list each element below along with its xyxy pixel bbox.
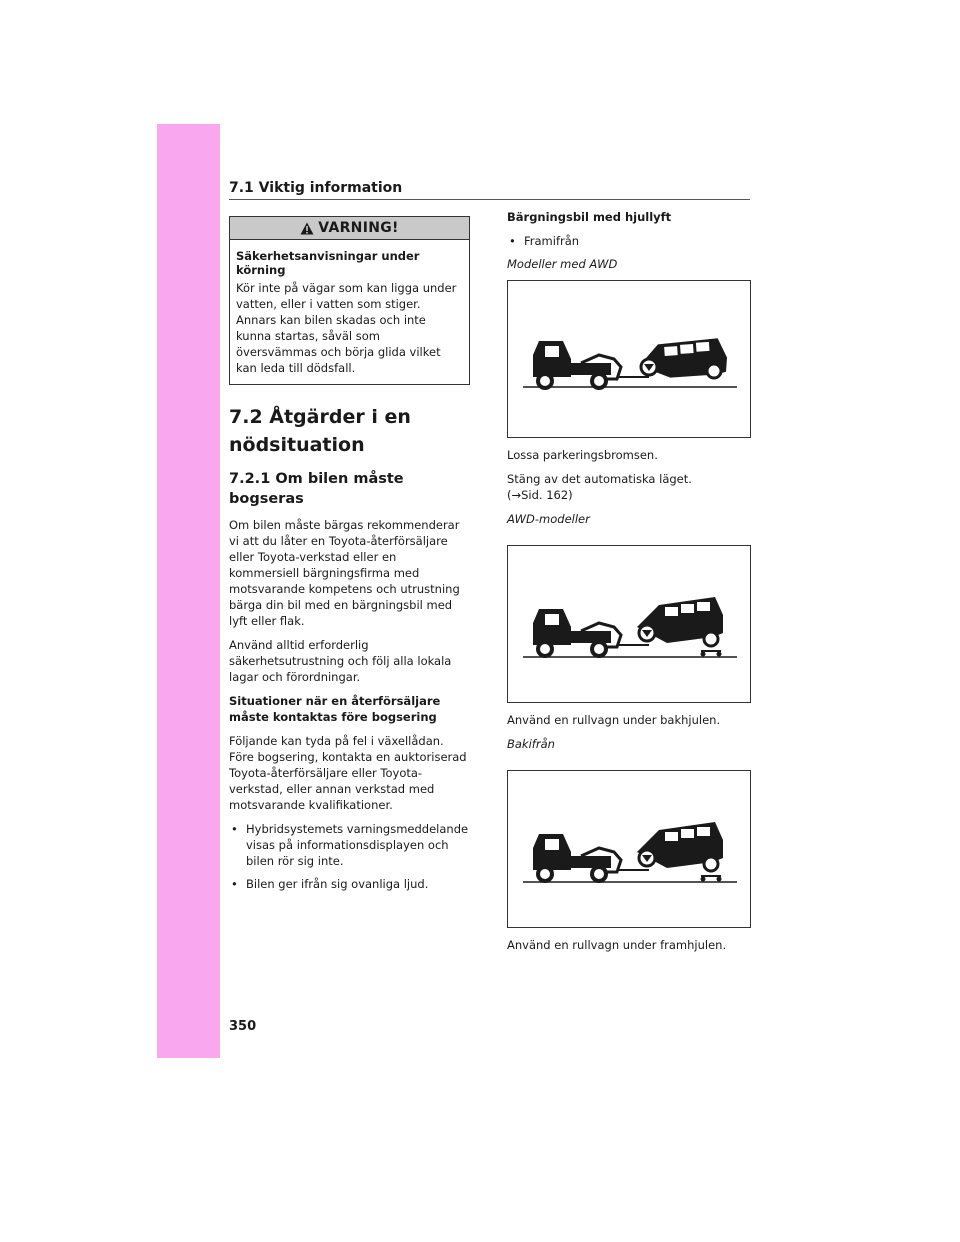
section-heading-line1: 7.2 Åtgärder i en bbox=[229, 406, 411, 428]
section-heading bbox=[229, 403, 470, 459]
warning-box bbox=[229, 216, 470, 385]
page-reference: (→Sid. 162) bbox=[507, 488, 573, 502]
warning-body: Kör inte på vägar som kan ligga under vatten, eller i vatten som stiger. Annars kan bilen skadas och inte kunna startas, såväl som översvämmas och börja glida vilket kan leda till dödsfall. bbox=[236, 281, 457, 375]
warning-label: VARNING! bbox=[318, 220, 399, 236]
tow-truck-car-front-dolly-graphic bbox=[519, 806, 739, 892]
label-rear: Bakifrån bbox=[507, 737, 555, 751]
bullet-dot: • bbox=[231, 877, 238, 891]
subsection-heading: 7.2.1 Om bilen måste bogseras bbox=[229, 471, 404, 507]
bullet-dot: • bbox=[231, 822, 238, 836]
situations-heading: Situationer när en återförsäljare måste kontaktas före bogsering bbox=[229, 694, 441, 724]
warning-title: Säkerhetsanvisningar under körning bbox=[236, 249, 420, 277]
tow-truck-car-dolly-graphic bbox=[519, 581, 739, 667]
list-item bbox=[229, 821, 470, 869]
tow-truck-car-graphic bbox=[519, 319, 739, 399]
wheel-lift-heading: Bärgningsbil med hjullyft bbox=[507, 210, 672, 224]
list-item bbox=[229, 876, 470, 892]
warning-header bbox=[230, 217, 469, 240]
paragraph-safety: Använd alltid erforderlig säkerhetsutrustning och följ alla lokala lagar och förordningar. bbox=[229, 638, 452, 684]
text-auto-mode bbox=[507, 471, 751, 503]
right-column bbox=[507, 209, 751, 961]
list-item-text: Bilen ger ifrån sig ovanliga ljud. bbox=[246, 877, 429, 891]
warning-icon bbox=[300, 222, 314, 235]
text-auto-mode-line: Stäng av det automatiska läget. bbox=[507, 472, 692, 486]
label-awd: AWD-modeller bbox=[507, 512, 590, 526]
list-item-text: Framifrån bbox=[524, 234, 580, 248]
label-awd-models: Modeller med AWD bbox=[507, 257, 618, 271]
section-heading-line2: nödsituation bbox=[229, 434, 365, 456]
left-column bbox=[229, 216, 470, 899]
section-header: 7.1 Viktig information bbox=[229, 180, 403, 196]
bullet-dot: • bbox=[509, 234, 516, 248]
page-number: 350 bbox=[229, 1019, 257, 1034]
list-item bbox=[507, 233, 751, 249]
text-dolly-rear: Använd en rullvagn under bakhjulen. bbox=[507, 713, 721, 727]
tow-illustration-front-dolly bbox=[507, 770, 751, 928]
header-rule bbox=[229, 199, 750, 200]
tow-illustration-rear-dolly bbox=[507, 545, 751, 703]
text-release-brake: Lossa parkeringsbromsen. bbox=[507, 448, 658, 462]
chapter-sidebar bbox=[157, 124, 220, 1058]
paragraph-towing-recommendation: Om bilen måste bärgas rekommenderar vi att du låter en Toyota-återförsäljare eller Toyota-verkstad eller en kommersiell bärgningsfirma med motsvarande kompetens och utrustning bärga din bil med en bärgningsbil med lyft eller flak. bbox=[229, 518, 460, 628]
text-dolly-front: Använd en rullvagn under framhjulen. bbox=[507, 938, 727, 952]
paragraph-transmission: Följande kan tyda på fel i växellådan. Före bogsering, kontakta en auktoriserad Toyota-återförsäljare eller Toyota-verkstad, eller annan verkstad med motsvarande kvalifikationer. bbox=[229, 734, 467, 812]
tow-illustration-front bbox=[507, 280, 751, 438]
list-item-text: Hybridsystemets varningsmeddelande visas på informationsdisplayen och bilen rör sig inte. bbox=[246, 822, 469, 868]
